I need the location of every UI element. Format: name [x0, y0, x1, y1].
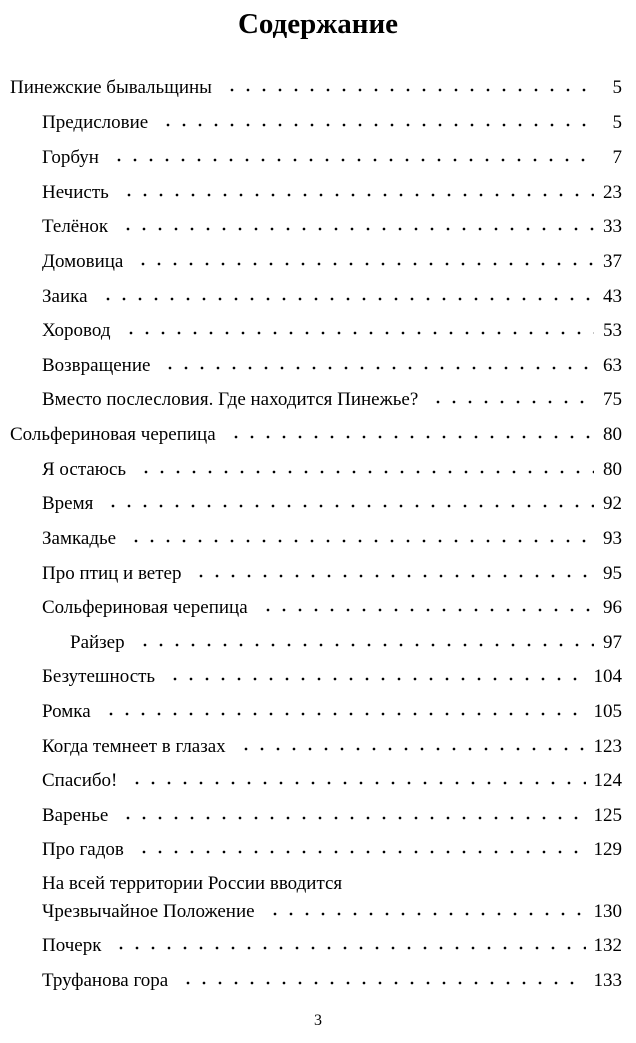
toc-entry-page: 124 [593, 770, 622, 791]
toc-entry-page: 7 [612, 147, 622, 168]
toc-dot-leader [238, 747, 586, 751]
toc-entry-title-first-line: На всей территории России вводится [42, 873, 343, 894]
toc-entry-title: Безутешность [42, 666, 156, 687]
toc-dot-leader [430, 400, 594, 404]
toc-dot-leader [260, 608, 594, 612]
toc-entry-title: Когда темнеет в глазах [42, 736, 226, 757]
toc-dot-leader [100, 297, 595, 301]
toc-entry[interactable] [42, 141, 622, 175]
toc-entry-page: 63 [603, 355, 622, 376]
toc-entry-title: Ромка [42, 701, 91, 722]
toc-entry[interactable] [42, 557, 622, 591]
toc-entry[interactable] [42, 106, 622, 140]
toc-entry-title: Спасибо! [42, 770, 118, 791]
toc-entry-page: 53 [603, 320, 622, 341]
toc-entry-title: Сольфериновая черепица [10, 424, 216, 445]
toc-entry[interactable] [42, 764, 622, 798]
toc-dot-leader [120, 816, 585, 820]
toc-entry[interactable] [10, 418, 622, 452]
toc-entry-page: 23 [603, 182, 622, 203]
toc-entry-page: 80 [603, 459, 622, 480]
toc-entry[interactable] [42, 591, 622, 625]
toc-entry-page: 75 [603, 389, 622, 410]
toc-entry[interactable] [42, 383, 622, 417]
toc-entry-title: Райзер [70, 632, 125, 653]
toc-entry-page: 97 [603, 632, 622, 653]
toc-dot-leader [267, 912, 586, 916]
toc-entry-page: 5 [612, 77, 622, 98]
toc-dot-leader [138, 470, 594, 474]
toc-dot-leader [224, 88, 594, 92]
toc-entry-title: Предисловие [42, 112, 149, 133]
toc-entry[interactable] [42, 695, 622, 729]
toc-entry[interactable] [42, 964, 622, 998]
toc-entry-title: Вместо послесловия. Где находится Пинежье? [42, 389, 419, 410]
toc-dot-leader [121, 193, 594, 197]
toc-entry-title: Про птиц и ветер [42, 563, 182, 584]
toc-entry[interactable] [42, 799, 622, 833]
toc-dot-leader [123, 331, 595, 335]
toc-entry[interactable] [42, 314, 622, 348]
page-number: 3 [314, 1012, 322, 1029]
toc-dot-leader [120, 227, 594, 231]
toc-entry-title: Я остаюсь [42, 459, 127, 480]
toc-entry-title: Чрезвычайное Положение [42, 901, 255, 922]
toc-entry-title: Заика [42, 286, 88, 307]
toc-entry-title: Почерк [42, 935, 102, 956]
toc-entry-page: 5 [612, 112, 622, 133]
toc-entry[interactable] [42, 833, 622, 867]
toc-entry[interactable] [42, 929, 622, 963]
toc-entry-title: Варенье [42, 805, 109, 826]
toc-entry-page: 132 [593, 935, 622, 956]
toc-entry-title: Про гадов [42, 839, 124, 860]
toc-entry-page: 104 [593, 666, 622, 687]
toc-dot-leader [136, 850, 586, 854]
toc-entry[interactable] [70, 626, 622, 660]
toc-entry-page: 133 [593, 970, 622, 991]
toc-entry-page: 125 [593, 805, 622, 826]
toc-entry-title: Возвращение [42, 355, 151, 376]
toc-entry-page: 130 [593, 901, 622, 922]
toc-entry-page: 37 [603, 251, 622, 272]
toc-entry-title: Сольфериновая черепица [42, 597, 248, 618]
toc-entry-title: Горбун [42, 147, 99, 168]
toc-dot-leader [137, 643, 594, 647]
toc-dot-leader [167, 677, 585, 681]
toc-entry-page: 33 [603, 216, 622, 237]
toc-dot-leader [135, 262, 594, 266]
toc-entry-title: Телёнок [42, 216, 109, 237]
toc-dot-leader [105, 504, 594, 508]
toc-entry[interactable] [42, 176, 622, 210]
toc-entry-page: 92 [603, 493, 622, 514]
toc-entry-title: Пинежские бывальщины [10, 77, 212, 98]
toc-dot-leader [128, 539, 594, 543]
toc-entry-page: 43 [603, 286, 622, 307]
toc-dot-leader [228, 435, 594, 439]
toc-entry-page: 95 [603, 563, 622, 584]
toc-entry[interactable] [42, 522, 622, 556]
toc-entry-title: Хоровод [42, 320, 111, 341]
toc-dot-leader [193, 574, 594, 578]
toc-entry-title: Время [42, 493, 94, 514]
toc-entry[interactable] [42, 487, 622, 521]
toc-dot-leader [129, 781, 585, 785]
page-title: Содержание [237, 8, 399, 40]
toc-entry[interactable] [42, 730, 622, 764]
toc-entry[interactable] [42, 210, 622, 244]
toc-entry-page: 123 [593, 736, 622, 757]
toc-entry-page: 129 [593, 839, 622, 860]
toc-dot-leader [111, 158, 594, 162]
toc-entry-page: 80 [603, 424, 622, 445]
toc-entry-title: Нечисть [42, 182, 109, 203]
toc-entry[interactable] [42, 453, 622, 487]
toc-dot-leader [113, 946, 585, 950]
toc-entry-title: Труфанова гора [42, 970, 169, 991]
toc-entry[interactable] [10, 71, 622, 105]
toc-entry[interactable] [42, 895, 622, 929]
toc-entry-page: 105 [593, 701, 622, 722]
toc-entry[interactable] [42, 280, 622, 314]
toc-entry-title: Домовица [42, 251, 124, 272]
toc-dot-leader [162, 366, 594, 370]
toc-entry[interactable] [42, 245, 622, 279]
toc-entry[interactable] [42, 349, 622, 383]
toc-dot-leader [180, 981, 585, 985]
toc-entry-page: 96 [603, 597, 622, 618]
toc-entry-page: 93 [603, 528, 622, 549]
toc-entry-title: Замкадье [42, 528, 117, 549]
toc-dot-leader [103, 712, 586, 716]
toc-entry[interactable] [42, 660, 622, 694]
toc-dot-leader [160, 123, 594, 127]
